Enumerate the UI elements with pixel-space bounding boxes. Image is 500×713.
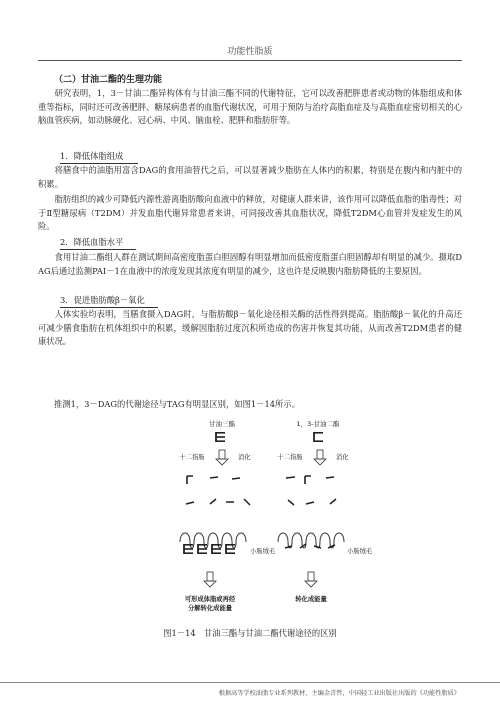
right-fragments-in-villi-icon: [285, 544, 335, 548]
footer-rule: [0, 682, 500, 683]
right-arrow-2-icon: [305, 572, 317, 587]
footer-note: 根据高等学校油脂专业系列教材，主编金青哲，中国轻工业出版社出版的《功能性脂质》: [218, 690, 460, 697]
right-digest-label: 消化: [336, 454, 349, 461]
left-digest-label: 消化: [238, 454, 251, 461]
item-3-paragraph-1: 人体实验均表明，当膳食摄入DAG时，与脂肪酸β－氧化途径相关酶的活性得到提高。脂肪酸β－氧化的升高还可减少膳食脂肪在机体组织中的积累，缓解因脂肪过度沉积所造成的伤害并恢复其功能，从而改善T2DM患者的健康状况。: [38, 309, 462, 347]
diglyceride-molecule-icon: [314, 432, 323, 442]
left-fat-in-villi-icon: [184, 544, 235, 554]
left-enzyme-label: 十二指肠: [179, 454, 205, 461]
right-pathway: [277, 419, 372, 603]
subheading-1: 1．降低体脂组成: [60, 151, 124, 161]
subheading-2: 2．降低血脂水平: [60, 237, 124, 247]
figure-intro: 推测1，3－DAG的代谢途径与TAG有明显区别，如图1－14所示。: [54, 399, 300, 409]
item-2-paragraph-1: 食用甘油二酯组人群在测试期间高密度脂蛋白胆固醇有明显增加而低密度脂蛋白胆固醇却有明显的减少。摄取DAG后通过监测PAI－1在血液中的浓度发现其浓度有明显的减少，这也许是反映腹内脂肪降低的主要原因。: [38, 252, 462, 276]
left-digested-fragments-icon: [186, 476, 250, 505]
left-arrow-1-icon: [216, 450, 228, 465]
right-villi-label: 小肠绒毛: [347, 548, 373, 555]
item-1-paragraph-1: 将膳食中的油脂用富含DAG的食用油替代之后，可以显著减少脂肪在人体内的积累，特别是在腹内和内脏中的积累。: [38, 165, 462, 189]
right-enzyme-label: 十二指肠: [277, 454, 303, 461]
left-arrow-2-icon: [204, 572, 216, 587]
left-top-label: 甘油三酯: [209, 420, 235, 428]
left-intestinal-villi-icon: [180, 533, 246, 548]
figure-caption: 图1－14 甘油三酯与甘油二酯代谢途径的区别: [163, 628, 337, 638]
running-header: 功能性脂质: [227, 47, 273, 57]
right-digested-fragments-icon: [286, 476, 336, 505]
right-result-line-1: 转化成能量: [295, 596, 327, 603]
left-villi-label: 小肠绒毛: [250, 548, 276, 555]
right-top-label: 1，3-甘油二酯: [296, 420, 340, 428]
left-pathway: [179, 419, 275, 612]
item-1-paragraph-2: 脂肪组织的减少可降低内源性游离脂肪酸向血液中的释放，对健康人群来讲，该作用可以降低血脂的脂毒性；对于Ⅱ型糖尿病（T2DM）并发血脂代谢异常患者来讲，可同接改善其血脂状况，降低T2DM心血管并发症发生的风险。: [38, 194, 462, 232]
subheading-3: 3．促进脂肪酸β－氧化: [60, 295, 145, 305]
left-result-line-2: 分解转化成能量: [187, 605, 233, 612]
section-title: （二）甘油二酯的生理功能: [54, 75, 163, 85]
left-result-line-1: 可形成体脂或再经: [184, 596, 236, 603]
triglyceride-molecule-icon: [216, 432, 225, 442]
right-arrow-1-icon: [314, 450, 326, 465]
intro-paragraph: 研究表明，1，3－甘油二酯异构体有与甘油三酯不同的代谢特征，它可以改善肥胖患者或动物的体脂组成和体重等指标，同时还可改善肥胖、糖尿病患者的血脂代谢状况，可用于预防与治疗高脂血症及与高脂血症密切相关的心脑血管疾病，如动脉硬化、冠心病、中风、脑血栓、肥胖和脂肪肝等。: [38, 88, 462, 126]
